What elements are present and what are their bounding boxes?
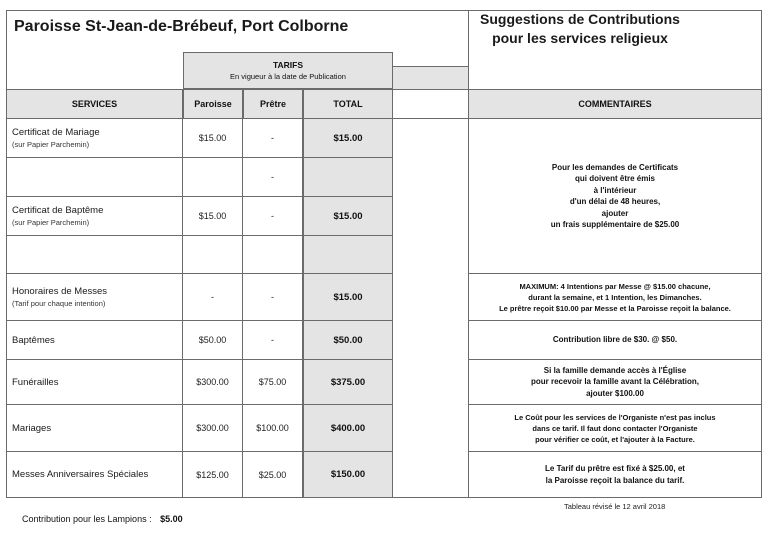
parish-title: Paroisse St-Jean-de-Brébeuf, Port Colborne [14, 18, 349, 35]
row-blank-1-service [6, 158, 183, 197]
row-blank-2-service [6, 236, 183, 274]
row-certificat-bapteme-paroisse: $15.00 [183, 197, 243, 236]
row-funerailles-paroisse: $300.00 [183, 360, 243, 405]
row-certificat-mariage-total: $15.00 [303, 119, 393, 158]
col-header-paroisse: Paroisse [183, 89, 243, 119]
comment-line: Le Coût pour les services de l'Organiste n'est pas inclus [514, 412, 716, 422]
row-certificat-mariage-pretre: - [243, 119, 303, 158]
row-funerailles-service [6, 360, 183, 405]
comment-line: pour vérifier ce coût, et l'ajouter à la Facture. [535, 434, 695, 444]
comment-line: ajouter [601, 208, 629, 218]
comment-line: durant la semaine, et 1 Intention, les Dimanches. [528, 292, 702, 302]
row-blank-1-pretre: - [243, 158, 303, 197]
row-mariages-service [6, 405, 183, 452]
comment-line: MAXIMUM: 4 Intentions par Messe @ $15.00 chacune, [519, 281, 711, 291]
row-blank-2-paroisse [183, 236, 243, 274]
row-mariages-pretre: $100.00 [243, 405, 303, 452]
row-mariages-paroisse: $300.00 [183, 405, 243, 452]
service-subtitle: (sur Papier Parchemin) [12, 140, 90, 149]
comment-baptemes [468, 321, 762, 360]
heading-line-2: pour les services religieux [492, 30, 668, 46]
row-certificat-bapteme-total: $15.00 [303, 197, 393, 236]
comment-certificats [468, 119, 762, 274]
row-honoraires-messes-pretre: - [243, 274, 303, 321]
comment-line: dans ce tarif. Il faut donc contacter l'Organiste [532, 423, 698, 433]
row-funerailles-pretre: $75.00 [243, 360, 303, 405]
row-blank-2-pretre [243, 236, 303, 274]
col-header-commentaires: COMMENTAIRES [468, 89, 762, 119]
col-header-services: SERVICES [6, 89, 183, 119]
comment-line: qui doivent être émis [574, 174, 656, 183]
comment-line: Pour les demandes de Certificats [551, 162, 679, 172]
comment-line: pour recevoir la famille avant la Célébration, [530, 377, 700, 387]
comment-line: un frais supplémentaire de $25.00 [550, 220, 680, 229]
lampions-value: $5.00 [160, 514, 183, 524]
comment-mariages [468, 405, 762, 452]
service-title: Funérailles [12, 376, 59, 388]
row-baptemes-total: $50.00 [303, 321, 393, 360]
row-anniversaires-paroisse: $125.00 [183, 452, 243, 498]
row-certificat-mariage-service [6, 119, 183, 158]
row-blank-1-paroisse [183, 158, 243, 197]
row-certificat-bapteme-pretre: - [243, 197, 303, 236]
row-blank-2-total [303, 236, 393, 274]
heading-line-1: Suggestions de Contributions [480, 11, 680, 27]
gap-header-fill [393, 66, 469, 89]
service-title: Honoraires de Messes [12, 286, 108, 297]
col-header-total: TOTAL [303, 89, 393, 119]
comment-line: Contribution libre de $30. @ $50. [552, 335, 678, 345]
row-certificat-mariage-paroisse: $15.00 [183, 119, 243, 158]
service-title: Certificat de Baptême [12, 205, 104, 216]
comment-line: d'un délai de 48 heures, [569, 197, 661, 206]
tarifs-header [183, 52, 393, 89]
comment-line: Le Tarif du prêtre est fixé à $25.00, et [545, 464, 685, 473]
row-anniversaires-pretre: $25.00 [243, 452, 303, 498]
comment-funerailles [468, 360, 762, 405]
comment-line: Le prêtre reçoit $10.00 par Messe et la Paroisse reçoit la balance. [499, 303, 731, 313]
lampions-contribution [22, 514, 183, 524]
lampions-label: Contribution pour les Lampions : [22, 514, 152, 524]
tarifs-note: En vigueur à la date de Publication [230, 72, 346, 81]
row-honoraires-messes-paroisse: - [183, 274, 243, 321]
col-header-pretre: Prêtre [243, 89, 303, 119]
row-baptemes-pretre: - [243, 321, 303, 360]
service-title: Messes Anniversaires Spéciales [12, 469, 149, 480]
row-baptemes-service [6, 321, 183, 360]
tarifs-label: TARIFS [272, 60, 304, 70]
revision-note: Tableau révisé le 12 avril 2018 [564, 502, 666, 511]
service-subtitle: (sur Papier Parchemin) [12, 218, 90, 227]
row-mariages-total: $400.00 [303, 405, 393, 452]
service-title: Baptêmes [12, 334, 55, 346]
service-title: Certificat de Mariage [12, 127, 100, 138]
comment-line: à l'intérieur [593, 185, 637, 195]
row-funerailles-total: $375.00 [303, 360, 393, 405]
comment-line: Si la famille demande accès à l'Église [543, 365, 687, 375]
row-blank-1-total [303, 158, 393, 197]
row-anniversaires-service [6, 452, 183, 498]
comment-messes [468, 274, 762, 321]
row-honoraires-messes-service [6, 274, 183, 321]
comment-line: la Paroisse reçoit la balance du tarif. [545, 475, 685, 485]
comment-anniversaires [468, 452, 762, 498]
col-header-gap [393, 89, 469, 119]
service-subtitle: (Tarif pour chaque intention) [12, 299, 106, 308]
gap-column [393, 119, 469, 498]
row-certificat-bapteme-service [6, 197, 183, 236]
row-honoraires-messes-total: $15.00 [303, 274, 393, 321]
row-baptemes-paroisse: $50.00 [183, 321, 243, 360]
service-title: Mariages [12, 422, 52, 434]
row-anniversaires-total: $150.00 [303, 452, 393, 498]
comment-line: ajouter $100.00 [586, 388, 644, 398]
